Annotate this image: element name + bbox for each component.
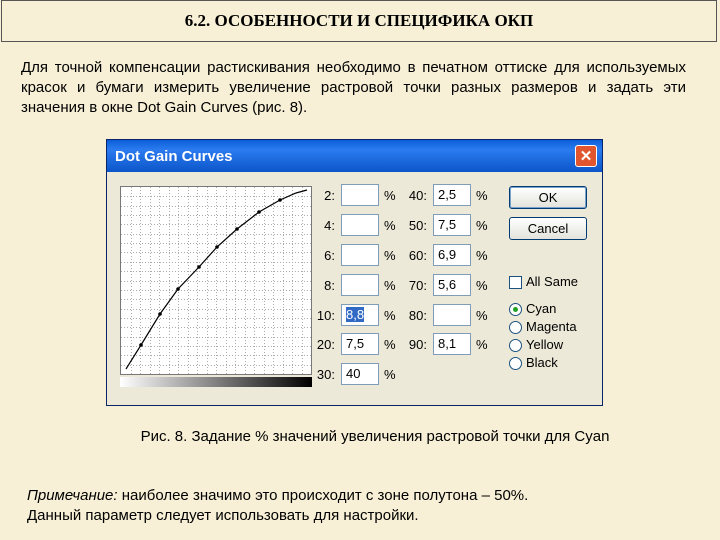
field-label-40: 40: — [408, 188, 427, 203]
field-label-10: 10: — [316, 308, 335, 323]
dot-gain-input-10[interactable]: 8,8 — [341, 304, 379, 326]
dot-gain-curve-graph[interactable] — [120, 186, 312, 375]
percent-sign: % — [384, 308, 396, 323]
percent-sign: % — [476, 188, 488, 203]
field-label-20: 20: — [316, 337, 335, 352]
field-label-80: 80: — [408, 308, 427, 323]
ink-label-cyan: Cyan — [526, 301, 557, 316]
ink-radio-black[interactable] — [509, 357, 522, 370]
percent-sign: % — [384, 188, 396, 203]
percent-sign: % — [476, 248, 488, 263]
note-text-2: Данный параметр следует использовать для настройки. — [27, 507, 419, 524]
curve-point — [197, 265, 201, 269]
curve-point — [176, 287, 180, 291]
intro-paragraph: Для точной компенсации растискивания необходимо в печатном оттиске для используемых красок и бумаги измерить увеличение растровой точки разных размеров и задать эти значения в окне Dot Gain Curves (рис. 8). — [21, 59, 686, 116]
curve-point — [139, 343, 143, 347]
curve-point — [278, 198, 282, 202]
dot-gain-curve — [126, 190, 307, 369]
field-label-50: 50: — [408, 218, 427, 233]
curve-point — [158, 312, 162, 316]
field-label-2: 2: — [324, 188, 335, 203]
note-label: Примечание: — [27, 487, 118, 504]
field-label-8: 8: — [324, 278, 335, 293]
percent-sign: % — [476, 337, 488, 352]
dot-gain-input-20[interactable]: 7,5 — [341, 333, 379, 355]
cancel-button[interactable]: Cancel — [509, 217, 587, 240]
dot-gain-input-70[interactable]: 5,6 — [433, 274, 471, 296]
percent-sign: % — [476, 308, 488, 323]
all-same-label: All Same — [526, 274, 579, 289]
curve-svg — [121, 187, 311, 374]
close-icon[interactable]: ✕ — [575, 145, 597, 167]
field-label-6: 6: — [324, 248, 335, 263]
dot-gain-input-30[interactable]: 40 — [341, 363, 379, 385]
slide-heading: 6.2. ОСОБЕННОСТИ И СПЕЦИФИКА ОКП — [1, 0, 717, 42]
curve-point — [215, 245, 219, 249]
ink-label-yellow: Yellow — [526, 337, 564, 352]
field-label-4: 4: — [324, 218, 335, 233]
note-text: наиболее значимо это происходит с зоне полутона – 50%. — [117, 487, 529, 504]
tone-gradient-bar — [120, 377, 312, 387]
dot-gain-input-50[interactable]: 7,5 — [433, 214, 471, 236]
dialog-titlebar[interactable] — [107, 140, 602, 172]
curve-point — [257, 210, 261, 214]
field-label-70: 70: — [408, 278, 427, 293]
percent-sign: % — [476, 278, 488, 293]
percent-sign: % — [476, 218, 488, 233]
dot-gain-input-8[interactable] — [341, 274, 379, 296]
curve-point — [235, 227, 239, 231]
all-same-checkbox[interactable] — [509, 276, 522, 289]
percent-sign: % — [384, 278, 396, 293]
dot-gain-input-80[interactable] — [433, 304, 471, 326]
ink-label-magenta: Magenta — [526, 319, 577, 334]
ink-radio-yellow[interactable] — [509, 339, 522, 352]
dot-gain-input-4[interactable] — [341, 214, 379, 236]
percent-sign: % — [384, 337, 396, 352]
ink-radio-magenta[interactable] — [509, 321, 522, 334]
percent-sign: % — [384, 218, 396, 233]
dot-gain-input-90[interactable]: 8,1 — [433, 333, 471, 355]
field-label-90: 90: — [408, 337, 427, 352]
dot-gain-input-6[interactable] — [341, 244, 379, 266]
field-label-30: 30: — [316, 367, 335, 382]
ok-button[interactable]: OK — [509, 186, 587, 209]
dialog-title: Dot Gain Curves — [115, 147, 233, 165]
percent-sign: % — [384, 248, 396, 263]
ink-radio-cyan[interactable] — [509, 303, 522, 316]
ink-label-black: Black — [526, 355, 558, 370]
dot-gain-input-2[interactable] — [341, 184, 379, 206]
note-paragraph — [27, 486, 528, 526]
field-label-60: 60: — [408, 248, 427, 263]
percent-sign: % — [384, 367, 396, 382]
dot-gain-input-40[interactable]: 2,5 — [433, 184, 471, 206]
figure-caption: Рис. 8. Задание % значений увеличения растровой точки для Cyan — [140, 428, 610, 445]
dot-gain-curves-dialog — [106, 139, 603, 406]
dot-gain-input-60[interactable]: 6,9 — [433, 244, 471, 266]
